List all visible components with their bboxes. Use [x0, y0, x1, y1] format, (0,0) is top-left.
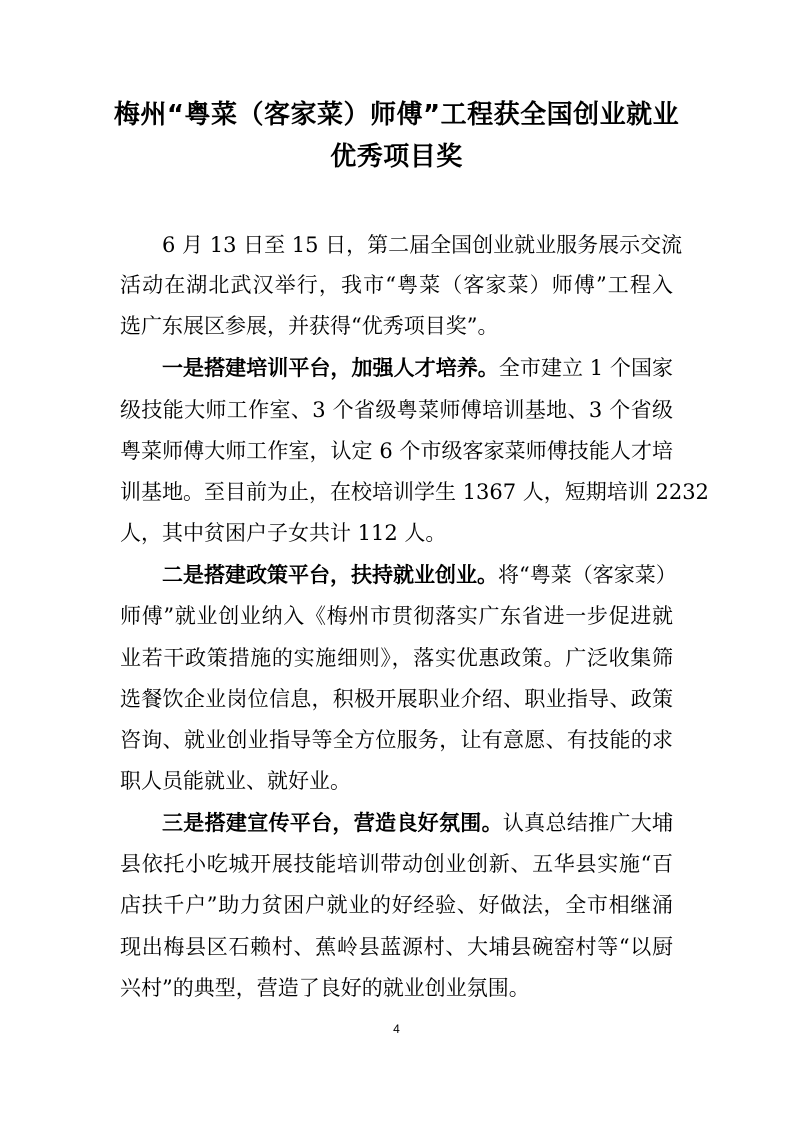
paragraph-3-first-rest: 将“粤菜（客家菜） [498, 563, 677, 587]
paragraph-3-line-5: 咨询、就业创业指导等全方位服务，让有意愿、有技能的求 [120, 728, 673, 752]
paragraph-2-first-rest: 全市建立 1 个国家 [498, 356, 673, 380]
paragraph-2-line-4: 训基地。至目前为止，在校培训学生 1367 人，短期培训 2232 [120, 480, 709, 504]
paragraph-2-line-2: 级技能大师工作室、3 个省级粤菜师傅培训基地、3 个省级 [120, 398, 673, 422]
paragraph-4-first-rest: 认真总结推广大埔 [502, 811, 674, 835]
paragraph-4-line-3: 店扶千户”助力贫困户就业的好经验、好做法，全市相继涌 [120, 893, 673, 917]
paragraph-1-line-1: 6 月 13 日至 15 日，第二届全国创业就业服务展示交流 [162, 233, 683, 257]
paragraph-4-line-2: 县依托小吃城开展技能培训带动创业创新、五华县实施“百 [120, 852, 673, 876]
paragraph-3-line-4: 选餐饮企业岗位信息，积极开展职业介绍、职业指导、政策 [120, 687, 673, 711]
paragraph-4-line-5: 兴村”的典型，营造了良好的就业创业氛围。 [120, 976, 530, 1000]
document-title-line-2: 优秀项目奖 [330, 142, 463, 172]
paragraph-3-line-3: 业若干政策措施的实施细则》，落实优惠政策。广泛收集筛 [120, 646, 673, 670]
paragraph-1-line-2: 活动在湖北武汉举行，我市“粤菜（客家菜）师傅”工程入 [120, 273, 673, 297]
paragraph-2-line-3: 粤菜师傅大师工作室，认定 6 个市级客家菜师傅技能人才培 [120, 439, 673, 463]
paragraph-4-line-1 [162, 810, 673, 836]
document-title-line-1: 梅州“粤菜（客家菜）师傅”工程获全国创业就业 [113, 100, 680, 130]
paragraph-2-lead: 一是搭建培训平台，加强人才培养。 [162, 356, 499, 380]
page-number: 4 [393, 1022, 400, 1036]
paragraph-2-line-1 [162, 355, 673, 381]
paragraph-4-line-4: 现出梅县区石赖村、蕉岭县蓝源村、大埔县碗窑村等“以厨 [120, 935, 673, 959]
paragraph-3-line-2: 师傅”就业创业纳入《梅州市贯彻落实广东省进一步促进就 [120, 604, 673, 628]
paragraph-1-line-3: 选广东展区参展，并获得“优秀项目奖”。 [120, 314, 499, 338]
paragraph-2-line-5: 人，其中贫困户子女共计 112 人。 [120, 521, 447, 545]
paragraph-3-line-6: 职人员能就业、就好业。 [120, 769, 351, 793]
paragraph-4-lead: 三是搭建宣传平台，营造良好氛围。 [162, 811, 503, 835]
paragraph-3-line-1 [162, 562, 677, 588]
paragraph-3-lead: 二是搭建政策平台，扶持就业创业。 [162, 563, 498, 587]
